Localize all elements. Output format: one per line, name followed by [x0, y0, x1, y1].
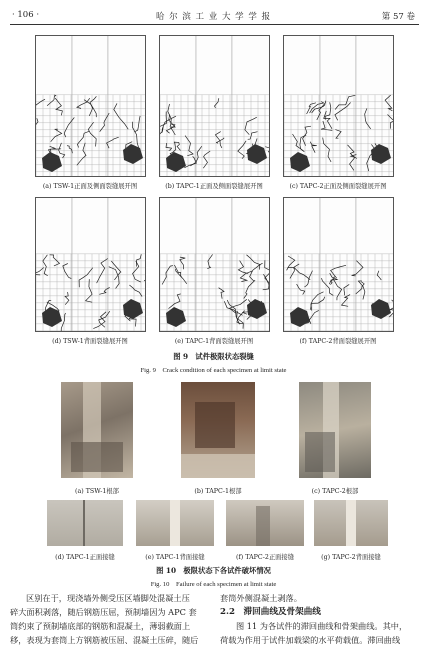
- photo-10b: [181, 382, 255, 478]
- caption-9c: (c) TAPC-2正面及侧面裂缝展开图: [289, 183, 387, 190]
- photo-10d: [47, 500, 123, 546]
- crack-sketch-e: [160, 198, 269, 331]
- crack-sheet-f: [283, 197, 394, 332]
- caption-9a: (a) TSW-1正面及侧面裂缝展开图: [42, 183, 138, 190]
- header-rule: [10, 24, 419, 25]
- crack-sketch-a: [36, 36, 145, 176]
- photo-10e: [136, 500, 214, 546]
- caption-10a: (a) TSW-1根部: [75, 488, 119, 495]
- body-right-line-1: 套筒外侧混凝土剥落。: [220, 593, 302, 603]
- crack-sheet-e: [159, 197, 270, 332]
- caption-10f: (f) TAPC-2正面接缝: [235, 554, 295, 561]
- photo-10g: [314, 500, 388, 546]
- caption-9b: (b) TAPC-1正面及侧面裂缝展开图: [165, 183, 263, 190]
- caption-9d: (d) TSW-1背面裂缝展开图: [52, 338, 128, 345]
- crack-sketch-f: [284, 198, 393, 331]
- figure10-title-en: Fig. 10 Failure of each specimen at limit state: [150, 581, 277, 588]
- caption-9f: (f) TAPC-2背面裂缝展开图: [299, 338, 377, 345]
- body-right-line-2: 图 11 为各试件的滞回曲线和骨架曲线。其中，: [236, 621, 408, 631]
- body-left-line-3: 筒约束了预制墙底部的钢筋和混凝土，薄弱截面上: [10, 621, 191, 631]
- journal-title: 哈 尔 滨 工 业 大 学 学 报: [155, 12, 272, 22]
- crack-sketch-b: [160, 36, 269, 176]
- body-right-line-3: 荷载为作用于试件加载梁的水平荷载值。滞回曲线: [220, 635, 401, 645]
- caption-9e: (e) TAPC-1背面裂缝展开图: [174, 338, 254, 345]
- figure9-title-en: Fig. 9 Crack condition of each specimen at limit state: [140, 367, 287, 374]
- section-heading: 2.2 滞回曲线及骨架曲线: [220, 607, 321, 617]
- volume-label: 第 57 卷: [381, 12, 415, 22]
- figure10-title: 图 10 极限状态下各试件破坏情况: [156, 566, 271, 575]
- crack-sketch-c: [284, 36, 393, 176]
- photo-10c: [299, 382, 371, 478]
- caption-10c: (c) TAPC-2根部: [311, 488, 359, 495]
- crack-sheet-b: [159, 35, 270, 177]
- body-left-line-1: 区别在于，现浇墙外侧受压区墙脚处混凝土压: [26, 593, 190, 603]
- caption-10b: (b) TAPC-1根部: [194, 488, 242, 495]
- body-left-line-2: 碎大面积剥落，随后钢筋压屈，预制墙因为 APC 套: [10, 607, 197, 617]
- caption-10g: (g) TAPC-2背面接缝: [321, 554, 381, 561]
- crack-sheet-a: [35, 35, 146, 177]
- caption-10e: (e) TAPC-1背面接缝: [145, 554, 205, 561]
- photo-10a: [61, 382, 133, 478]
- crack-sheet-c: [283, 35, 394, 177]
- figure9-title: 图 9 试件极限状态裂缝: [173, 352, 254, 361]
- crack-sheet-d: [35, 197, 146, 332]
- photo-10f: [226, 500, 304, 546]
- crack-sketch-d: [36, 198, 145, 331]
- body-left-line-4: 移，表现为套筒上方钢筋被压屈、混凝土压碎，随后: [10, 635, 199, 645]
- page-number: · 106 ·: [12, 10, 40, 20]
- caption-10d: (d) TAPC-1正面接缝: [55, 554, 115, 561]
